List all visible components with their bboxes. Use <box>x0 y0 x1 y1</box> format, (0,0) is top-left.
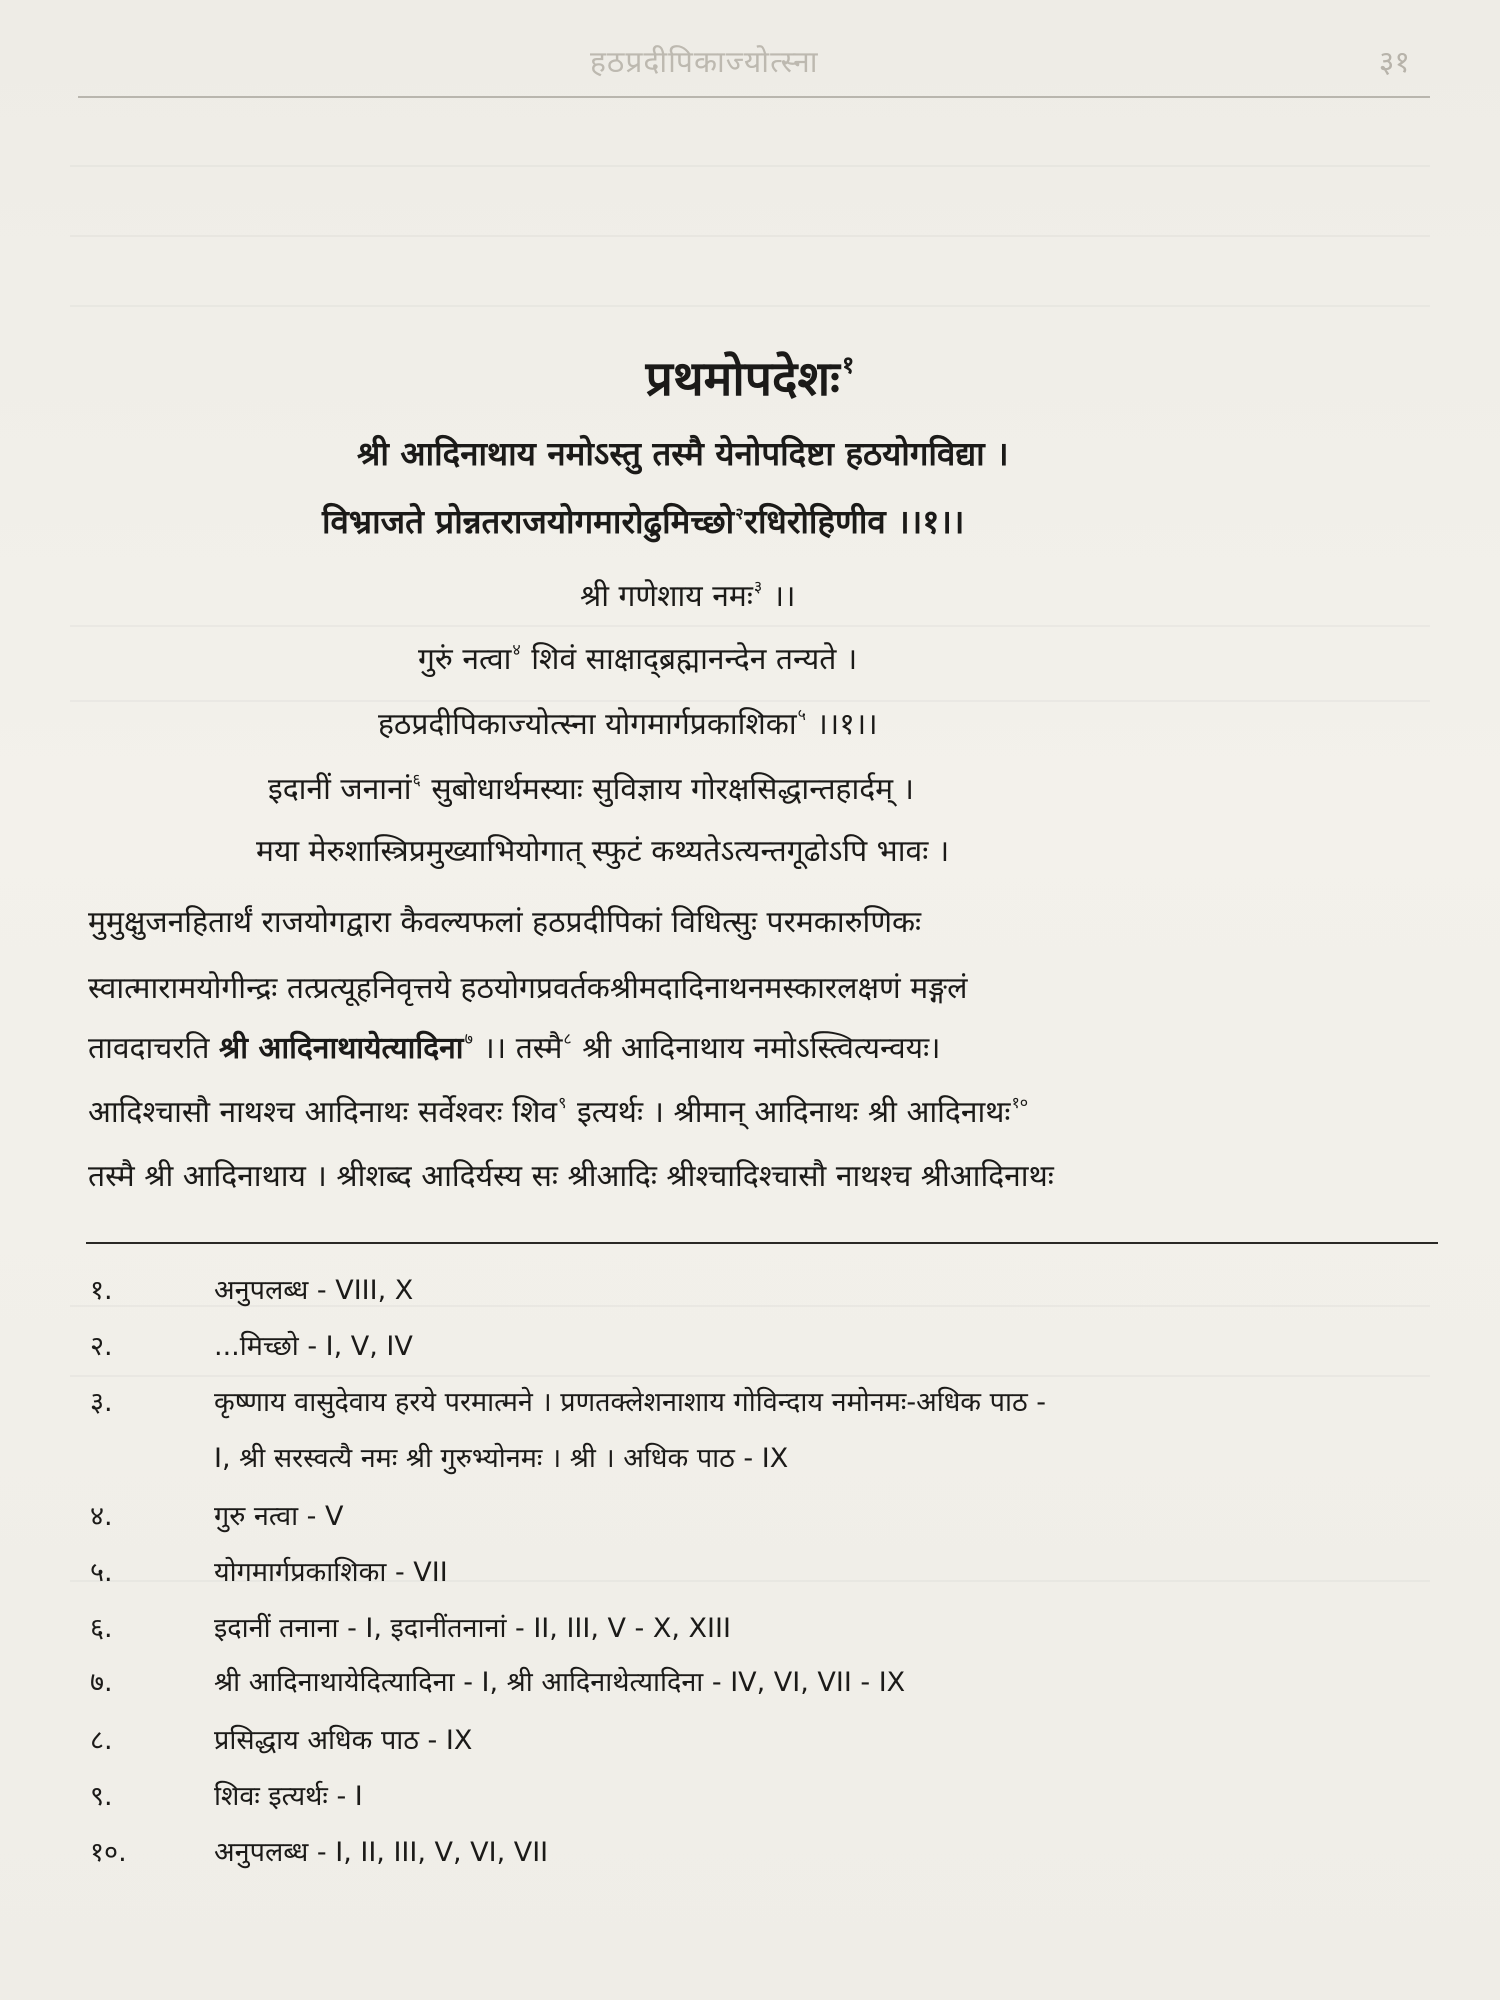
footnote-text: अनुपलब्ध - I, II, III, V, VI, VII <box>214 1837 549 1868</box>
commentary-footnote-marker-7: ७ <box>464 1029 473 1048</box>
footnote-text: कृष्णाय वासुदेवाय हरये परमात्मने । प्रणतक्लेशनाशाय गोविन्दाय नमोनमः-अधिक पाठ - <box>214 1387 1046 1418</box>
commentary-line-3 <box>88 1030 941 1065</box>
intro-line-2-part-b: ।।१।। <box>806 707 878 742</box>
commentary-line-4-part-a: आदिश्चासौ नाथश्च आदिनाथः सर्वेश्वरः शिव <box>88 1095 558 1130</box>
running-title: हठप्रदीपिकाज्योत्स्ना <box>590 45 819 80</box>
invocation-footnote-marker: ३ <box>753 577 763 596</box>
commentary-line-4-part-b: इत्यर्थः । श्रीमान् आदिनाथः श्री आदिनाथः <box>567 1095 1011 1130</box>
footnote-text: शिवः इत्यर्थः - I <box>214 1781 363 1812</box>
footnote-text: श्री आदिनाथायेदित्यादिना - I, श्री आदिनाथेत्यादिना - IV, VI, VII - IX <box>214 1667 906 1698</box>
intro-footnote-marker-6: ६ <box>412 770 421 789</box>
footnote-item <box>90 1662 1430 1699</box>
footnote-item <box>90 1496 1430 1533</box>
intro-line-1 <box>418 641 857 676</box>
footnote-item <box>90 1382 1430 1419</box>
footnote-item <box>90 1832 1430 1869</box>
bleed-through-line <box>70 305 1430 307</box>
footnote-number: ७. <box>90 1667 113 1698</box>
footnote-number: ५. <box>90 1557 113 1588</box>
footnote-item <box>90 1270 1430 1307</box>
invocation <box>580 578 796 613</box>
header-rule <box>78 96 1430 98</box>
intro-line-2-part-a: हठप्रदीपिकाज्योत्स्ना योगमार्गप्रकाशिका <box>378 707 797 742</box>
commentary-emphasis: श्री आदिनाथायेत्यादिना <box>218 1031 464 1066</box>
commentary-line-3-part-a: तावदाचरति <box>88 1031 219 1066</box>
commentary-line-3-part-b: ।। तस्मै <box>473 1031 563 1066</box>
footnote-item <box>90 1608 1430 1645</box>
bleed-through-line <box>70 1375 1430 1377</box>
footnote-item <box>90 1438 1430 1475</box>
page-number: ३१ <box>1378 45 1410 80</box>
invocation-end: ।। <box>763 579 796 614</box>
bleed-through-line <box>70 165 1430 167</box>
invocation-text: श्री गणेशाय नमः <box>580 579 753 614</box>
commentary-line-3-part-c: श्री आदिनाथाय नमोऽस्त्वित्यन्वयः। <box>572 1031 941 1066</box>
commentary-line-1 <box>88 900 1433 941</box>
intro-footnote-marker-4: ४ <box>512 640 521 659</box>
footnote-text: योगमार्गप्रकाशिका - VII <box>214 1557 448 1588</box>
footnote-text: गुरु नत्वा - V <box>214 1501 344 1532</box>
intro-line-3-part-b: सुबोधार्थमस्याः सुविज्ञाय गोरक्षसिद्धान्तहार्दम् । <box>421 772 915 807</box>
footnote-number: ६. <box>90 1613 113 1644</box>
footnote-rule <box>86 1242 1438 1244</box>
footnote-number: १. <box>90 1275 113 1306</box>
footnote-text: अनुपलब्ध - VIII, X <box>214 1275 414 1306</box>
verse-line-2-part-a: विभ्राजते प्रोन्नतराजयोगमारोढुमिच्छो <box>322 502 735 541</box>
commentary-line-2-text: स्वात्मारामयोगीन्द्रः तत्प्रत्यूहनिवृत्तये हठयोगप्रवर्तकश्रीमदादिनाथनमस्कारलक्षणं मङ्गलं <box>88 971 968 1006</box>
intro-line-3-part-a: इदानीं जनानां <box>268 772 412 807</box>
commentary-footnote-marker-8: ८ <box>563 1029 572 1048</box>
footnote-item <box>90 1326 1430 1363</box>
footnote-number: १०. <box>90 1837 127 1868</box>
footnote-number: २. <box>90 1331 113 1362</box>
verse-line-2 <box>322 504 964 540</box>
footnote-number: ३. <box>90 1387 113 1418</box>
footnote-item <box>90 1552 1430 1589</box>
footnote-number: ९. <box>90 1781 113 1812</box>
intro-line-2 <box>378 706 878 741</box>
footnote-text: प्रसिद्धाय अधिक पाठ - IX <box>214 1725 473 1756</box>
intro-footnote-marker-5: ५ <box>797 705 806 724</box>
footnote-item <box>90 1720 1430 1757</box>
chapter-title <box>0 345 1500 410</box>
intro-line-4: मया मेरुशास्त्रिप्रमुख्याभियोगात् स्फुटं कथ्यतेऽत्यन्तगूढोऽपि भावः । <box>256 834 950 869</box>
bleed-through-line <box>70 235 1430 237</box>
bleed-through-line <box>70 700 1430 702</box>
intro-line-1-part-b: शिवं साक्षाद्ब्रह्मानन्देन तन्यते । <box>521 642 858 677</box>
verse-line-2-part-b: रधिरोहिणीव ।।१।। <box>744 502 965 541</box>
footnote-number: ८. <box>90 1725 113 1756</box>
commentary-line-4 <box>88 1094 1029 1129</box>
commentary-footnote-marker-9: ९ <box>558 1093 567 1112</box>
commentary-line-2 <box>88 966 1433 1007</box>
intro-line-3 <box>268 771 914 806</box>
verse-line-1: श्री आदिनाथाय नमोऽस्तु तस्मै येनोपदिष्टा हठयोगविद्या । <box>357 434 1009 473</box>
commentary-footnote-marker-10: १० <box>1011 1093 1029 1112</box>
footnote-item <box>90 1776 1430 1813</box>
verse-footnote-marker: २ <box>735 504 744 523</box>
footnote-text: ...मिच्छो - I, V, IV <box>214 1331 413 1362</box>
commentary-line-1-text: मुमुक्षुजनहितार्थं राजयोगद्वारा कैवल्यफलां हठप्रदीपिकां विधित्सुः परमकारुणिकः <box>88 905 922 940</box>
bleed-through-line <box>70 625 1430 627</box>
footnote-text: I, श्री सरस्वत्यै नमः श्री गुरुभ्योनमः । श्री । अधिक पाठ - IX <box>214 1443 789 1474</box>
chapter-title-footnote-marker: १ <box>841 351 855 379</box>
commentary-line-5: तस्मै श्री आदिनाथाय । श्रीशब्द आदिर्यस्य सः श्रीआदिः श्रीश्चादिश्चासौ नाथश्च श्रीआदिनाथः <box>88 1159 1054 1194</box>
footnote-number: ४. <box>90 1501 113 1532</box>
chapter-title-text: प्रथमोपदेशः <box>645 351 840 407</box>
footnote-text: इदानीं तनाना - I, इदानींतनानां - II, III, V - X, XIII <box>214 1613 731 1644</box>
intro-line-1-part-a: गुरुं नत्वा <box>418 642 512 677</box>
